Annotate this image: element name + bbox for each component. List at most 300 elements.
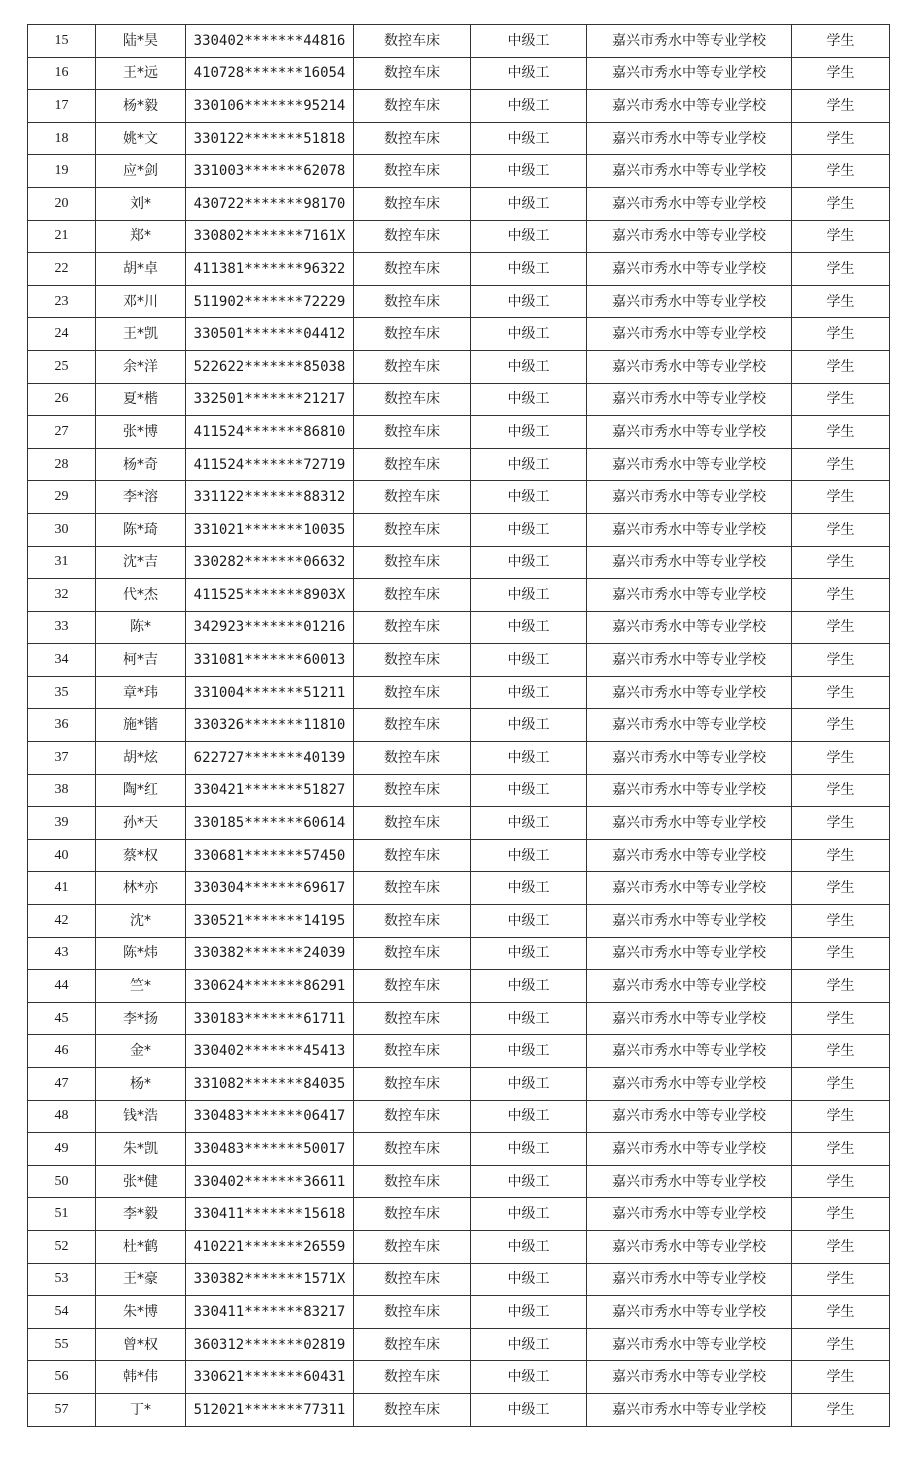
person-name-cell: 朱*博 xyxy=(96,1296,186,1329)
person-type-cell: 学生 xyxy=(792,1100,890,1133)
person-name-cell: 章*玮 xyxy=(96,676,186,709)
person-name-cell: 王*凯 xyxy=(96,318,186,351)
id-number-cell: 330382*******1571X xyxy=(186,1263,354,1296)
person-type-cell: 学生 xyxy=(792,1165,890,1198)
row-number-cell: 28 xyxy=(28,448,96,481)
school-name-cell: 嘉兴市秀水中等专业学校 xyxy=(587,383,792,416)
major-name-cell: 数控车床 xyxy=(354,416,471,449)
row-number-cell: 34 xyxy=(28,644,96,677)
person-type-cell: 学生 xyxy=(792,513,890,546)
row-number-cell: 51 xyxy=(28,1198,96,1231)
id-number-cell: 330411*******15618 xyxy=(186,1198,354,1231)
skill-level-cell: 中级工 xyxy=(471,709,587,742)
school-name-cell: 嘉兴市秀水中等专业学校 xyxy=(587,709,792,742)
table-row xyxy=(28,807,890,840)
person-name-cell: 郑* xyxy=(96,220,186,253)
person-type-cell: 学生 xyxy=(792,350,890,383)
person-name-cell: 代*杰 xyxy=(96,579,186,612)
table-row xyxy=(28,742,890,775)
row-number-cell: 26 xyxy=(28,383,96,416)
school-name-cell: 嘉兴市秀水中等专业学校 xyxy=(587,481,792,514)
id-number-cell: 330411*******83217 xyxy=(186,1296,354,1329)
person-name-cell: 应*剑 xyxy=(96,155,186,188)
school-name-cell: 嘉兴市秀水中等专业学校 xyxy=(587,448,792,481)
table-row xyxy=(28,905,890,938)
school-name-cell: 嘉兴市秀水中等专业学校 xyxy=(587,676,792,709)
school-name-cell: 嘉兴市秀水中等专业学校 xyxy=(587,187,792,220)
major-name-cell: 数控车床 xyxy=(354,839,471,872)
school-name-cell: 嘉兴市秀水中等专业学校 xyxy=(587,546,792,579)
row-number-cell: 57 xyxy=(28,1393,96,1426)
table-row xyxy=(28,1198,890,1231)
school-name-cell: 嘉兴市秀水中等专业学校 xyxy=(587,1002,792,1035)
row-number-cell: 44 xyxy=(28,970,96,1003)
person-name-cell: 余*洋 xyxy=(96,350,186,383)
major-name-cell: 数控车床 xyxy=(354,122,471,155)
person-type-cell: 学生 xyxy=(792,122,890,155)
table-row xyxy=(28,937,890,970)
school-name-cell: 嘉兴市秀水中等专业学校 xyxy=(587,937,792,970)
skill-level-cell: 中级工 xyxy=(471,57,587,90)
row-number-cell: 49 xyxy=(28,1133,96,1166)
person-name-cell: 陈*炜 xyxy=(96,937,186,970)
id-number-cell: 511902*******72229 xyxy=(186,285,354,318)
skill-level-cell: 中级工 xyxy=(471,611,587,644)
skill-level-cell: 中级工 xyxy=(471,25,587,58)
id-number-cell: 330421*******51827 xyxy=(186,774,354,807)
row-number-cell: 32 xyxy=(28,579,96,612)
major-name-cell: 数控车床 xyxy=(354,937,471,970)
table-row xyxy=(28,546,890,579)
person-type-cell: 学生 xyxy=(792,905,890,938)
major-name-cell: 数控车床 xyxy=(354,155,471,188)
major-name-cell: 数控车床 xyxy=(354,285,471,318)
person-name-cell: 丁* xyxy=(96,1393,186,1426)
person-name-cell: 沈*吉 xyxy=(96,546,186,579)
school-name-cell: 嘉兴市秀水中等专业学校 xyxy=(587,579,792,612)
row-number-cell: 37 xyxy=(28,742,96,775)
row-number-cell: 38 xyxy=(28,774,96,807)
school-name-cell: 嘉兴市秀水中等专业学校 xyxy=(587,155,792,188)
row-number-cell: 48 xyxy=(28,1100,96,1133)
row-number-cell: 35 xyxy=(28,676,96,709)
person-name-cell: 李*溶 xyxy=(96,481,186,514)
school-name-cell: 嘉兴市秀水中等专业学校 xyxy=(587,25,792,58)
major-name-cell: 数控车床 xyxy=(354,318,471,351)
row-number-cell: 22 xyxy=(28,253,96,286)
school-name-cell: 嘉兴市秀水中等专业学校 xyxy=(587,1263,792,1296)
major-name-cell: 数控车床 xyxy=(354,742,471,775)
table-row xyxy=(28,774,890,807)
id-number-cell: 330681*******57450 xyxy=(186,839,354,872)
major-name-cell: 数控车床 xyxy=(354,579,471,612)
id-number-cell: 411524*******72719 xyxy=(186,448,354,481)
row-number-cell: 27 xyxy=(28,416,96,449)
major-name-cell: 数控车床 xyxy=(354,807,471,840)
person-type-cell: 学生 xyxy=(792,57,890,90)
major-name-cell: 数控车床 xyxy=(354,1100,471,1133)
row-number-cell: 15 xyxy=(28,25,96,58)
table-row xyxy=(28,90,890,123)
row-number-cell: 30 xyxy=(28,513,96,546)
id-number-cell: 330402*******36611 xyxy=(186,1165,354,1198)
skill-level-cell: 中级工 xyxy=(471,1296,587,1329)
major-name-cell: 数控车床 xyxy=(354,970,471,1003)
id-number-cell: 522622*******85038 xyxy=(186,350,354,383)
major-name-cell: 数控车床 xyxy=(354,1393,471,1426)
person-name-cell: 陈*琦 xyxy=(96,513,186,546)
major-name-cell: 数控车床 xyxy=(354,187,471,220)
skill-level-cell: 中级工 xyxy=(471,481,587,514)
table-row xyxy=(28,872,890,905)
skill-level-cell: 中级工 xyxy=(471,774,587,807)
skill-level-cell: 中级工 xyxy=(471,155,587,188)
table-row xyxy=(28,253,890,286)
person-type-cell: 学生 xyxy=(792,774,890,807)
id-number-cell: 411381*******96322 xyxy=(186,253,354,286)
id-number-cell: 330483*******50017 xyxy=(186,1133,354,1166)
person-type-cell: 学生 xyxy=(792,872,890,905)
row-number-cell: 46 xyxy=(28,1035,96,1068)
school-name-cell: 嘉兴市秀水中等专业学校 xyxy=(587,1100,792,1133)
person-type-cell: 学生 xyxy=(792,155,890,188)
row-number-cell: 17 xyxy=(28,90,96,123)
person-type-cell: 学生 xyxy=(792,90,890,123)
row-number-cell: 47 xyxy=(28,1068,96,1101)
person-type-cell: 学生 xyxy=(792,1133,890,1166)
row-number-cell: 45 xyxy=(28,1002,96,1035)
id-number-cell: 330185*******60614 xyxy=(186,807,354,840)
table-row xyxy=(28,513,890,546)
table-row xyxy=(28,1165,890,1198)
skill-level-cell: 中级工 xyxy=(471,1393,587,1426)
skill-level-cell: 中级工 xyxy=(471,350,587,383)
person-type-cell: 学生 xyxy=(792,676,890,709)
person-type-cell: 学生 xyxy=(792,937,890,970)
person-type-cell: 学生 xyxy=(792,1296,890,1329)
skill-level-cell: 中级工 xyxy=(471,807,587,840)
major-name-cell: 数控车床 xyxy=(354,383,471,416)
major-name-cell: 数控车床 xyxy=(354,1296,471,1329)
skill-level-cell: 中级工 xyxy=(471,1230,587,1263)
skill-level-cell: 中级工 xyxy=(471,448,587,481)
skill-level-cell: 中级工 xyxy=(471,579,587,612)
skill-level-cell: 中级工 xyxy=(471,970,587,1003)
person-type-cell: 学生 xyxy=(792,416,890,449)
id-number-cell: 330106*******95214 xyxy=(186,90,354,123)
skill-level-cell: 中级工 xyxy=(471,1361,587,1394)
table-row xyxy=(28,155,890,188)
skill-level-cell: 中级工 xyxy=(471,416,587,449)
id-number-cell: 430722*******98170 xyxy=(186,187,354,220)
person-type-cell: 学生 xyxy=(792,807,890,840)
person-name-cell: 王*远 xyxy=(96,57,186,90)
person-type-cell: 学生 xyxy=(792,1230,890,1263)
id-number-cell: 330122*******51818 xyxy=(186,122,354,155)
person-name-cell: 杨* xyxy=(96,1068,186,1101)
skill-level-cell: 中级工 xyxy=(471,1133,587,1166)
skill-level-cell: 中级工 xyxy=(471,676,587,709)
table-row xyxy=(28,1230,890,1263)
person-type-cell: 学生 xyxy=(792,318,890,351)
major-name-cell: 数控车床 xyxy=(354,872,471,905)
person-name-cell: 李*扬 xyxy=(96,1002,186,1035)
person-type-cell: 学生 xyxy=(792,742,890,775)
table-row xyxy=(28,1068,890,1101)
id-number-cell: 330183*******61711 xyxy=(186,1002,354,1035)
table-row xyxy=(28,220,890,253)
table-row xyxy=(28,318,890,351)
id-number-cell: 331003*******62078 xyxy=(186,155,354,188)
skill-level-cell: 中级工 xyxy=(471,1100,587,1133)
skill-level-cell: 中级工 xyxy=(471,513,587,546)
table-row xyxy=(28,481,890,514)
row-number-cell: 42 xyxy=(28,905,96,938)
major-name-cell: 数控车床 xyxy=(354,220,471,253)
table-row xyxy=(28,611,890,644)
table-row xyxy=(28,1100,890,1133)
person-type-cell: 学生 xyxy=(792,383,890,416)
major-name-cell: 数控车床 xyxy=(354,546,471,579)
person-name-cell: 金* xyxy=(96,1035,186,1068)
major-name-cell: 数控车床 xyxy=(354,253,471,286)
school-name-cell: 嘉兴市秀水中等专业学校 xyxy=(587,350,792,383)
id-number-cell: 330402*******44816 xyxy=(186,25,354,58)
major-name-cell: 数控车床 xyxy=(354,1002,471,1035)
school-name-cell: 嘉兴市秀水中等专业学校 xyxy=(587,1393,792,1426)
row-number-cell: 52 xyxy=(28,1230,96,1263)
row-number-cell: 43 xyxy=(28,937,96,970)
row-number-cell: 25 xyxy=(28,350,96,383)
person-name-cell: 陆*昊 xyxy=(96,25,186,58)
person-type-cell: 学生 xyxy=(792,220,890,253)
major-name-cell: 数控车床 xyxy=(354,1068,471,1101)
skill-level-cell: 中级工 xyxy=(471,872,587,905)
major-name-cell: 数控车床 xyxy=(354,644,471,677)
table-row xyxy=(28,285,890,318)
person-name-cell: 刘* xyxy=(96,187,186,220)
school-name-cell: 嘉兴市秀水中等专业学校 xyxy=(587,285,792,318)
person-type-cell: 学生 xyxy=(792,1068,890,1101)
person-name-cell: 邓*川 xyxy=(96,285,186,318)
person-name-cell: 张*健 xyxy=(96,1165,186,1198)
person-name-cell: 竺* xyxy=(96,970,186,1003)
skill-level-cell: 中级工 xyxy=(471,220,587,253)
person-name-cell: 沈* xyxy=(96,905,186,938)
person-name-cell: 胡*炫 xyxy=(96,742,186,775)
person-type-cell: 学生 xyxy=(792,25,890,58)
school-name-cell: 嘉兴市秀水中等专业学校 xyxy=(587,416,792,449)
skill-level-cell: 中级工 xyxy=(471,1328,587,1361)
school-name-cell: 嘉兴市秀水中等专业学校 xyxy=(587,220,792,253)
table-row xyxy=(28,1263,890,1296)
school-name-cell: 嘉兴市秀水中等专业学校 xyxy=(587,644,792,677)
id-number-cell: 330483*******06417 xyxy=(186,1100,354,1133)
school-name-cell: 嘉兴市秀水中等专业学校 xyxy=(587,122,792,155)
id-number-cell: 330402*******45413 xyxy=(186,1035,354,1068)
document-page xyxy=(27,24,889,1427)
id-number-cell: 330624*******86291 xyxy=(186,970,354,1003)
person-type-cell: 学生 xyxy=(792,611,890,644)
table-row xyxy=(28,1393,890,1426)
school-name-cell: 嘉兴市秀水中等专业学校 xyxy=(587,807,792,840)
id-number-cell: 411525*******8903X xyxy=(186,579,354,612)
row-number-cell: 29 xyxy=(28,481,96,514)
person-name-cell: 杨*奇 xyxy=(96,448,186,481)
school-name-cell: 嘉兴市秀水中等专业学校 xyxy=(587,57,792,90)
person-name-cell: 夏*楷 xyxy=(96,383,186,416)
school-name-cell: 嘉兴市秀水中等专业学校 xyxy=(587,970,792,1003)
major-name-cell: 数控车床 xyxy=(354,905,471,938)
school-name-cell: 嘉兴市秀水中等专业学校 xyxy=(587,513,792,546)
person-name-cell: 胡*卓 xyxy=(96,253,186,286)
person-type-cell: 学生 xyxy=(792,253,890,286)
table-row xyxy=(28,1035,890,1068)
skill-level-cell: 中级工 xyxy=(471,90,587,123)
id-number-cell: 331081*******60013 xyxy=(186,644,354,677)
row-number-cell: 18 xyxy=(28,122,96,155)
skill-level-cell: 中级工 xyxy=(471,742,587,775)
school-name-cell: 嘉兴市秀水中等专业学校 xyxy=(587,774,792,807)
table-row xyxy=(28,1328,890,1361)
school-name-cell: 嘉兴市秀水中等专业学校 xyxy=(587,1296,792,1329)
skill-level-cell: 中级工 xyxy=(471,1002,587,1035)
person-type-cell: 学生 xyxy=(792,1328,890,1361)
id-number-cell: 330521*******14195 xyxy=(186,905,354,938)
person-name-cell: 杜*鹤 xyxy=(96,1230,186,1263)
row-number-cell: 40 xyxy=(28,839,96,872)
row-number-cell: 23 xyxy=(28,285,96,318)
person-name-cell: 朱*凯 xyxy=(96,1133,186,1166)
id-number-cell: 331004*******51211 xyxy=(186,676,354,709)
school-name-cell: 嘉兴市秀水中等专业学校 xyxy=(587,253,792,286)
school-name-cell: 嘉兴市秀水中等专业学校 xyxy=(587,1133,792,1166)
school-name-cell: 嘉兴市秀水中等专业学校 xyxy=(587,872,792,905)
skill-level-cell: 中级工 xyxy=(471,546,587,579)
school-name-cell: 嘉兴市秀水中等专业学校 xyxy=(587,611,792,644)
table-row xyxy=(28,579,890,612)
skill-level-cell: 中级工 xyxy=(471,937,587,970)
major-name-cell: 数控车床 xyxy=(354,448,471,481)
person-name-cell: 施*锴 xyxy=(96,709,186,742)
table-row xyxy=(28,57,890,90)
school-name-cell: 嘉兴市秀水中等专业学校 xyxy=(587,839,792,872)
major-name-cell: 数控车床 xyxy=(354,774,471,807)
skill-level-cell: 中级工 xyxy=(471,1035,587,1068)
row-number-cell: 56 xyxy=(28,1361,96,1394)
person-name-cell: 曾*权 xyxy=(96,1328,186,1361)
person-name-cell: 孙*天 xyxy=(96,807,186,840)
table-row xyxy=(28,383,890,416)
major-name-cell: 数控车床 xyxy=(354,611,471,644)
table-row xyxy=(28,709,890,742)
table-row xyxy=(28,839,890,872)
person-type-cell: 学生 xyxy=(792,1263,890,1296)
major-name-cell: 数控车床 xyxy=(354,1328,471,1361)
school-name-cell: 嘉兴市秀水中等专业学校 xyxy=(587,90,792,123)
major-name-cell: 数控车床 xyxy=(354,57,471,90)
table-row xyxy=(28,25,890,58)
major-name-cell: 数控车床 xyxy=(354,676,471,709)
person-type-cell: 学生 xyxy=(792,546,890,579)
row-number-cell: 39 xyxy=(28,807,96,840)
id-number-cell: 410728*******16054 xyxy=(186,57,354,90)
person-name-cell: 张*博 xyxy=(96,416,186,449)
person-name-cell: 陶*红 xyxy=(96,774,186,807)
skill-level-cell: 中级工 xyxy=(471,1165,587,1198)
major-name-cell: 数控车床 xyxy=(354,1198,471,1231)
major-name-cell: 数控车床 xyxy=(354,1263,471,1296)
person-type-cell: 学生 xyxy=(792,187,890,220)
id-number-cell: 331122*******88312 xyxy=(186,481,354,514)
person-name-cell: 杨*毅 xyxy=(96,90,186,123)
person-type-cell: 学生 xyxy=(792,839,890,872)
person-type-cell: 学生 xyxy=(792,1198,890,1231)
skill-level-cell: 中级工 xyxy=(471,1068,587,1101)
id-number-cell: 410221*******26559 xyxy=(186,1230,354,1263)
row-number-cell: 31 xyxy=(28,546,96,579)
major-name-cell: 数控车床 xyxy=(354,513,471,546)
skill-level-cell: 中级工 xyxy=(471,122,587,155)
row-number-cell: 54 xyxy=(28,1296,96,1329)
table-row xyxy=(28,1002,890,1035)
major-name-cell: 数控车床 xyxy=(354,350,471,383)
table-row xyxy=(28,1133,890,1166)
id-number-cell: 330501*******04412 xyxy=(186,318,354,351)
roster-table xyxy=(27,24,890,1427)
skill-level-cell: 中级工 xyxy=(471,644,587,677)
school-name-cell: 嘉兴市秀水中等专业学校 xyxy=(587,742,792,775)
skill-level-cell: 中级工 xyxy=(471,839,587,872)
skill-level-cell: 中级工 xyxy=(471,1198,587,1231)
row-number-cell: 50 xyxy=(28,1165,96,1198)
row-number-cell: 24 xyxy=(28,318,96,351)
row-number-cell: 19 xyxy=(28,155,96,188)
id-number-cell: 512021*******77311 xyxy=(186,1393,354,1426)
person-type-cell: 学生 xyxy=(792,709,890,742)
person-type-cell: 学生 xyxy=(792,1393,890,1426)
person-name-cell: 柯*吉 xyxy=(96,644,186,677)
major-name-cell: 数控车床 xyxy=(354,25,471,58)
major-name-cell: 数控车床 xyxy=(354,90,471,123)
major-name-cell: 数控车床 xyxy=(354,1165,471,1198)
row-number-cell: 33 xyxy=(28,611,96,644)
major-name-cell: 数控车床 xyxy=(354,1230,471,1263)
table-row xyxy=(28,416,890,449)
roster-body xyxy=(28,25,890,1427)
skill-level-cell: 中级工 xyxy=(471,905,587,938)
row-number-cell: 41 xyxy=(28,872,96,905)
school-name-cell: 嘉兴市秀水中等专业学校 xyxy=(587,1361,792,1394)
person-name-cell: 韩*伟 xyxy=(96,1361,186,1394)
skill-level-cell: 中级工 xyxy=(471,383,587,416)
row-number-cell: 55 xyxy=(28,1328,96,1361)
school-name-cell: 嘉兴市秀水中等专业学校 xyxy=(587,1165,792,1198)
id-number-cell: 330621*******60431 xyxy=(186,1361,354,1394)
table-row xyxy=(28,1296,890,1329)
table-row xyxy=(28,644,890,677)
table-row xyxy=(28,676,890,709)
row-number-cell: 21 xyxy=(28,220,96,253)
id-number-cell: 342923*******01216 xyxy=(186,611,354,644)
person-type-cell: 学生 xyxy=(792,579,890,612)
table-row xyxy=(28,122,890,155)
id-number-cell: 330802*******7161X xyxy=(186,220,354,253)
table-row xyxy=(28,1361,890,1394)
skill-level-cell: 中级工 xyxy=(471,318,587,351)
id-number-cell: 330382*******24039 xyxy=(186,937,354,970)
school-name-cell: 嘉兴市秀水中等专业学校 xyxy=(587,1230,792,1263)
